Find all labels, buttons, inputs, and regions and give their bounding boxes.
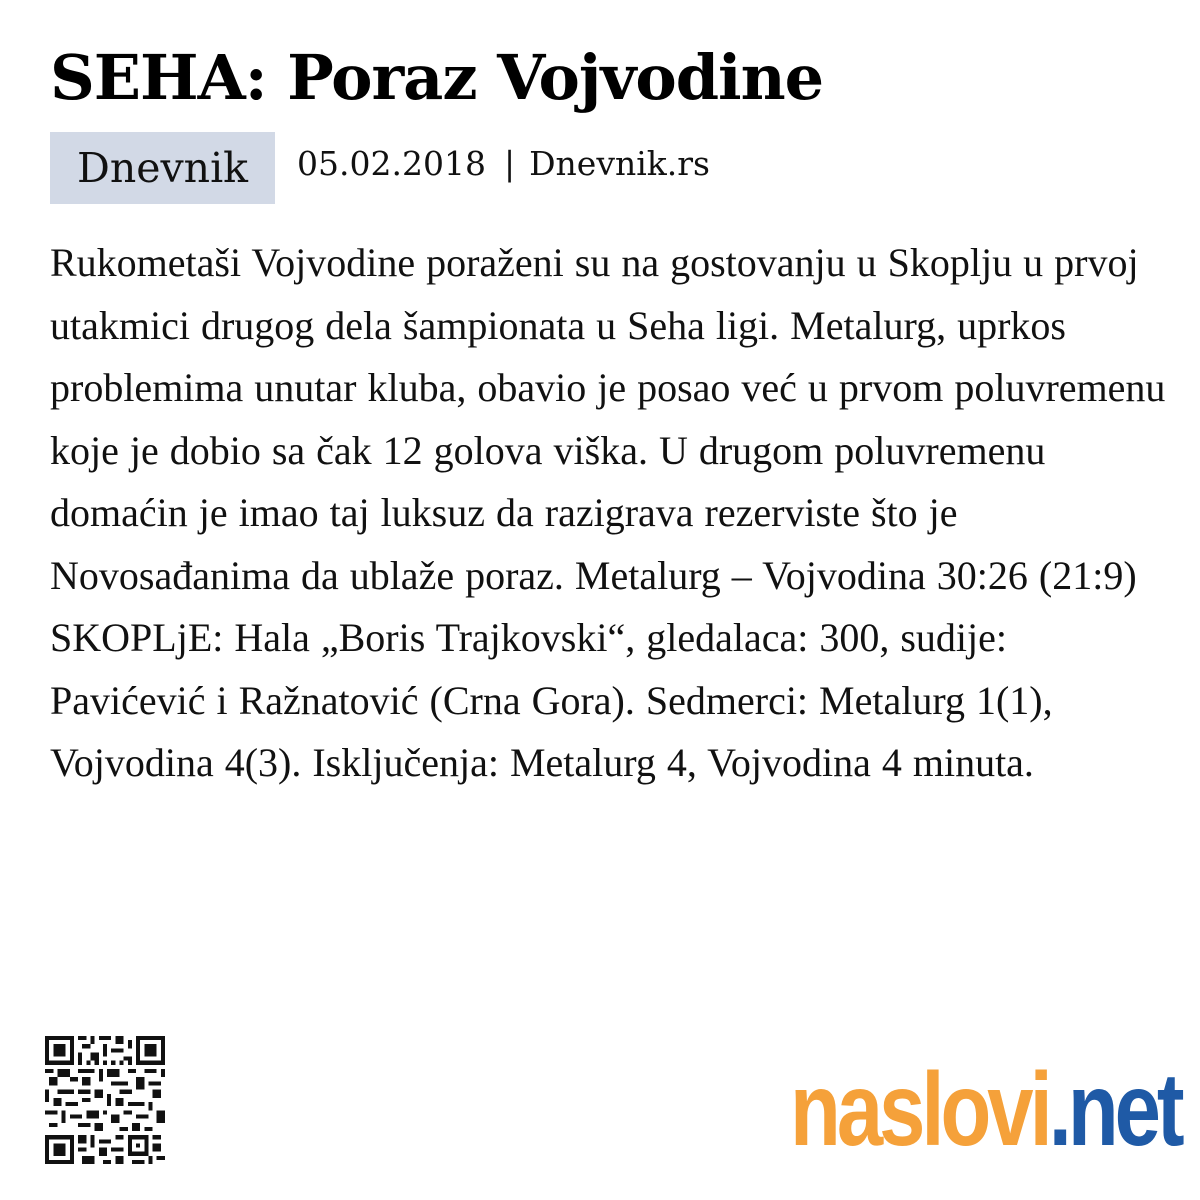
- source-badge-label: Dnevnik: [76, 144, 249, 192]
- meta-line: [297, 144, 710, 183]
- article-body: Rukometaši Vojvodine poraženi su na gostovanju u Skoplju u prvoj utakmici drugog dela šampionata u Seha ligi. Metalurg, uprkos problemima unutar kluba, obavio je posao već u prvom poluvremenu koje je dobio sa čak 12 golova viška. U drugom poluvremenu domaćin je imao taj luksuz da razigrava rezerviste što je Novosađanima da ublaže poraz. Metalurg – Vojvodina 30:26 (21:9) SKOPLjE: Hala „Boris Trajkovski“, gledalaca: 300, sudije: Pavićević i Ražnatović (Crna Gora). Sedmerci: Metalurg 1(1), Vojvodina 4(3). Isključenja: Metalurg 4, Vojvodina 4 minuta.: [50, 240, 1166, 785]
- article-date: 05.02.2018: [297, 144, 486, 183]
- source-site: Dnevnik.rs: [529, 144, 710, 183]
- logo-text-naslovi: naslovi: [790, 1052, 1049, 1168]
- naslovi-net-logo[interactable]: [790, 1052, 1181, 1168]
- logo-text-net: .net: [1048, 1052, 1181, 1168]
- article-meta: [50, 132, 710, 204]
- source-badge[interactable]: [50, 132, 275, 204]
- qr-code-icon[interactable]: [45, 1035, 165, 1165]
- text-fade-overlay: [40, 790, 1180, 930]
- meta-separator: |: [503, 144, 516, 183]
- article-title: SEHA: Poraz Vojvodine: [50, 41, 824, 114]
